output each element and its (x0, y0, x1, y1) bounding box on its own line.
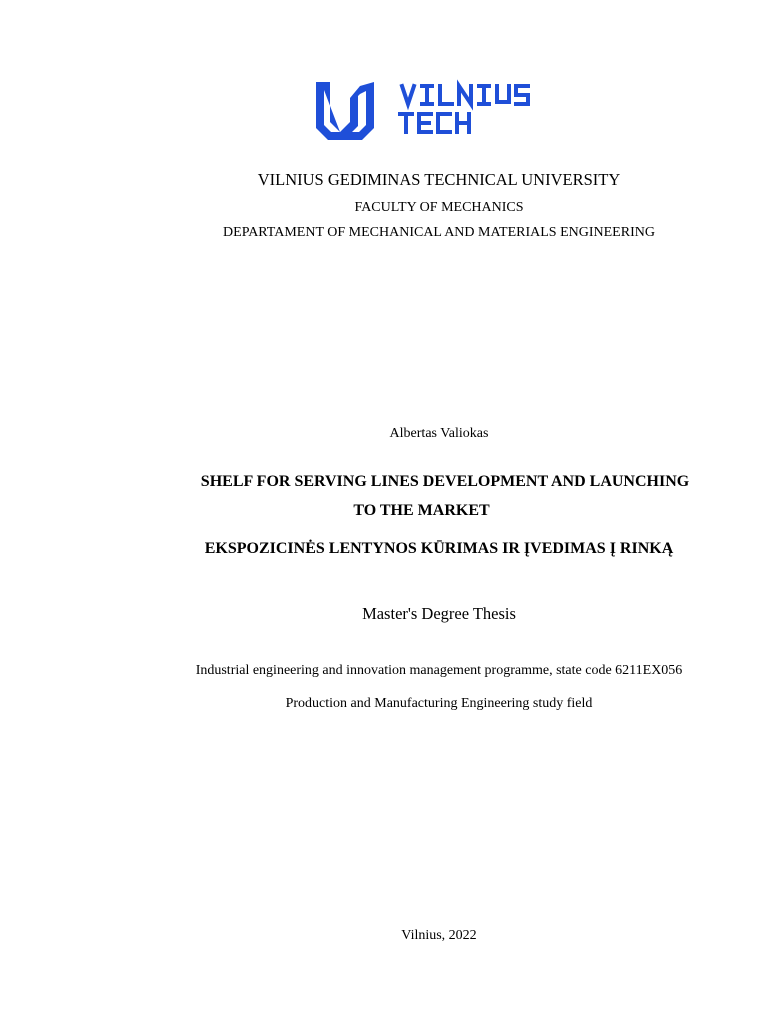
vilnius-tech-logo (316, 78, 536, 140)
thesis-title-en-line1: SHELF FOR SERVING LINES DEVELOPMENT AND LAUNCHING (200, 473, 690, 490)
logo-emblem-icon (316, 82, 374, 140)
thesis-title-lt: EKSPOZICINĖS LENTYNOS KŪRIMAS IR ĮVEDIMAS Į RINKĄ (204, 540, 674, 557)
author-name: Albertas Valiokas (389, 426, 489, 441)
thesis-title-en-line2: TO THE MARKET (353, 502, 490, 519)
study-field: Production and Manufacturing Engineering study field (285, 696, 593, 711)
department-name: DEPARTAMENT OF MECHANICAL AND MATERIALS ENGINEERING (223, 225, 655, 240)
logo-wordmark (400, 86, 528, 132)
thesis-type: Master's Degree Thesis (362, 604, 516, 623)
place-and-year: Vilnius, 2022 (401, 928, 477, 943)
programme-info: Industrial engineering and innovation management programme, state code 6211EX056 (195, 663, 683, 678)
university-name: VILNIUS GEDIMINAS TECHNICAL UNIVERSITY (257, 170, 621, 189)
faculty-name: FACULTY OF MECHANICS (354, 200, 524, 215)
